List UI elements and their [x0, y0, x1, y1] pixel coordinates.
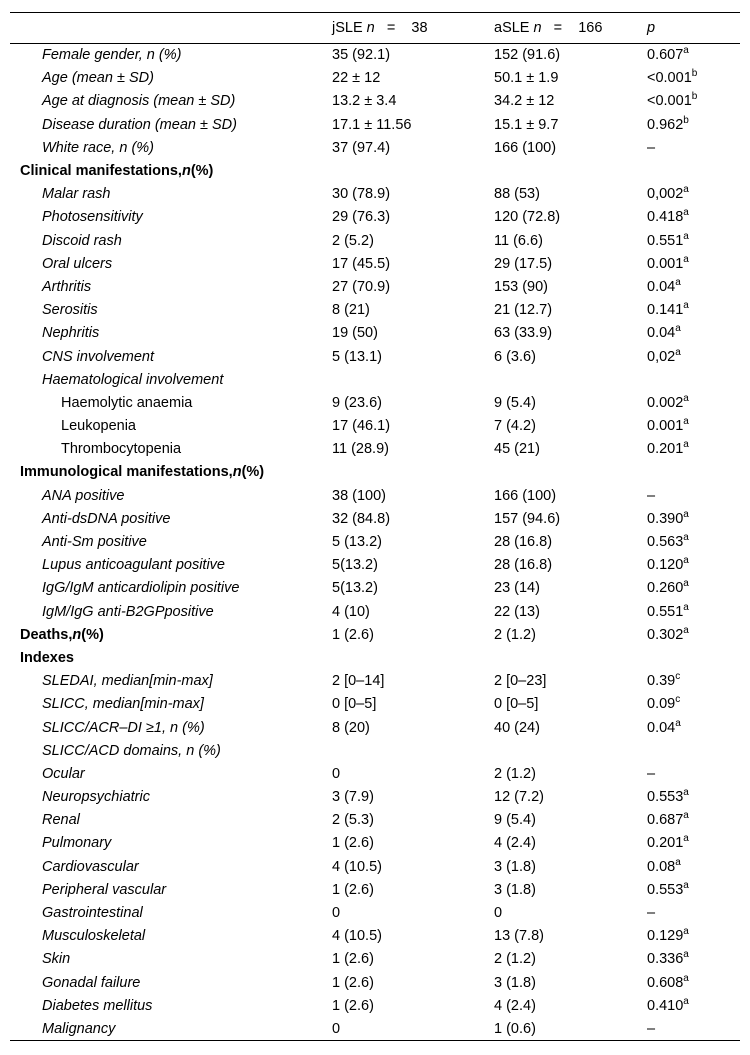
cell-p-value [642, 252, 740, 275]
p-footnote-marker: a [683, 207, 689, 219]
p-value: 0.002 [647, 394, 684, 411]
p-value: 0.687 [647, 812, 684, 829]
table-row [10, 693, 740, 716]
cell-p-value [642, 229, 740, 252]
p-footnote-marker: a [683, 949, 689, 961]
table-row [10, 299, 740, 322]
cell-asle: 166 (100) [494, 487, 557, 504]
cell-asle: 12 (7.2) [494, 789, 544, 806]
cell-p-value [642, 44, 740, 67]
table-row [10, 577, 740, 600]
cell-asle: 13 (7.8) [494, 928, 544, 945]
cell-p-value [642, 322, 740, 345]
section-heading: Indexes [20, 649, 74, 666]
table-row [10, 716, 740, 739]
p-value: 0.141 [647, 302, 684, 319]
table-row [10, 206, 740, 229]
cell-p-value [642, 484, 740, 507]
row-label: Disease duration (mean ± SD) [42, 116, 237, 133]
cell-jsle: 4 (10.5) [332, 928, 382, 945]
p-value: 0.553 [647, 881, 684, 898]
cell-p-value [642, 925, 740, 948]
cell-p-value [642, 461, 740, 484]
p-footnote-marker: c [675, 694, 681, 706]
cell-p-value [642, 600, 740, 623]
table-row [10, 994, 740, 1017]
row-label: Anti-dsDNA positive [42, 510, 171, 527]
row-label: Thrombocytopenia [61, 441, 182, 458]
cell-asle: 3 (1.8) [494, 858, 536, 875]
row-label: CNS involvement [42, 348, 155, 365]
p-value: 0.551 [647, 232, 684, 249]
cell-asle: 21 (12.7) [494, 302, 553, 319]
cell-jsle: 1 (2.6) [332, 997, 374, 1014]
table-row [10, 461, 740, 484]
cell-asle [489, 646, 642, 669]
cell-asle: 152 (91.6) [494, 47, 561, 64]
cell-jsle: 1 (2.6) [332, 626, 374, 643]
row-label: Cardiovascular [42, 858, 139, 875]
cell-asle: 3 (1.8) [494, 974, 536, 991]
p-value: 0.962 [647, 116, 684, 133]
comparison-table [10, 12, 740, 1041]
row-label: Ocular [42, 765, 85, 782]
table-row [10, 1017, 740, 1040]
row-label: Photosensitivity [42, 209, 143, 226]
cell-asle: 1 (0.6) [489, 1017, 642, 1040]
cell-asle: 28 (16.8) [494, 557, 553, 574]
cell-asle: 40 (24) [494, 719, 540, 736]
p-footnote-marker: b [691, 68, 698, 80]
p-footnote-marker: a [675, 856, 681, 868]
p-footnote-marker: a [683, 508, 689, 520]
cell-jsle: 2 (5.3) [332, 812, 374, 829]
table-row [10, 901, 740, 924]
cell-p-value [642, 299, 740, 322]
cell-jsle: 3 (7.9) [332, 789, 374, 806]
cell-jsle: 8 (20) [332, 719, 370, 736]
cell-p-value [642, 368, 740, 391]
cell-asle: 22 (13) [494, 603, 540, 620]
table-row [10, 623, 740, 646]
p-footnote-marker: a [683, 810, 689, 822]
table-row [10, 600, 740, 623]
p-footnote-marker: a [675, 323, 681, 335]
cell-asle: 2 [0–23] [494, 673, 547, 690]
table-row [10, 322, 740, 345]
p-value: 0.410 [647, 997, 684, 1014]
p-footnote-marker: a [683, 601, 689, 613]
p-value: 0.201 [647, 441, 684, 458]
row-label: Renal [42, 812, 80, 829]
cell-asle: 7 (4.2) [494, 418, 536, 435]
row-label: Leukopenia [61, 418, 136, 435]
cell-jsle [327, 368, 489, 391]
row-label: Haemolytic anaemia [61, 394, 193, 411]
cell-p-value [642, 878, 740, 901]
p-value: – [647, 1020, 656, 1037]
p-footnote-marker: a [683, 972, 689, 984]
cell-jsle: 4 (10) [332, 603, 370, 620]
section-heading: Deaths,n(%) [20, 626, 104, 643]
row-label: Arthritis [42, 278, 92, 295]
p-footnote-marker: a [683, 230, 689, 242]
cell-asle: 63 (33.9) [494, 325, 553, 342]
cell-asle: 4 (2.4) [494, 835, 536, 852]
row-label: Neuropsychiatric [42, 789, 150, 806]
cell-p-value [642, 1017, 740, 1040]
table-row [10, 855, 740, 878]
cell-jsle: 5 (13.1) [332, 348, 382, 365]
cell-p-value [642, 136, 740, 159]
cell-asle: 29 (17.5) [494, 255, 553, 272]
p-value: 0.08 [647, 858, 676, 875]
cell-p-value [642, 855, 740, 878]
cell-asle: 15.1 ± 9.7 [494, 116, 559, 133]
cell-asle: 6 (3.6) [494, 348, 536, 365]
table-row [10, 229, 740, 252]
cell-jsle: 1 (2.6) [332, 881, 374, 898]
p-value: 0.608 [647, 974, 684, 991]
p-footnote-marker: b [683, 114, 689, 126]
cell-jsle [327, 461, 489, 484]
table-row [10, 507, 740, 530]
cell-asle: 2 (1.2) [494, 626, 536, 643]
row-label: Serositis [42, 302, 98, 319]
cell-asle: 153 (90) [494, 278, 549, 295]
table-row [10, 646, 740, 669]
row-label: Age (mean ± SD) [42, 70, 154, 87]
cell-jsle: 22 ± 12 [332, 70, 381, 87]
cell-jsle [327, 739, 489, 762]
row-label: Nephritis [42, 325, 100, 342]
cell-jsle: 27 (70.9) [332, 278, 391, 295]
cell-p-value [642, 577, 740, 600]
p-value: – [647, 139, 656, 156]
cell-jsle: 5 (13.2) [332, 534, 382, 551]
p-value: 0.551 [647, 603, 684, 620]
cell-jsle: 17 (46.1) [332, 418, 391, 435]
row-label: Haematological involvement [42, 371, 224, 388]
header-label-cell [10, 13, 327, 44]
cell-asle: 166 (100) [494, 139, 557, 156]
cell-jsle: 2 [0–14] [332, 673, 385, 690]
row-label: IgM/IgG anti-B2GPpositive [42, 603, 214, 620]
cell-p-value [642, 415, 740, 438]
cell-jsle: 2 (5.2) [332, 232, 374, 249]
table-row [10, 971, 740, 994]
p-value: <0.001 [647, 93, 692, 110]
cell-jsle: 19 (50) [332, 325, 378, 342]
table-row [10, 136, 740, 159]
cell-asle: 28 (16.8) [494, 534, 553, 551]
cell-p-value [642, 971, 740, 994]
cell-p-value [642, 646, 740, 669]
table-row [10, 739, 740, 762]
p-value: 0.553 [647, 789, 684, 806]
p-value: 0.418 [647, 209, 684, 226]
table-row [10, 345, 740, 368]
cell-asle: 0 [494, 905, 503, 922]
p-footnote-marker: a [675, 276, 681, 288]
header-p: p [642, 13, 740, 44]
cell-p-value [642, 530, 740, 553]
cell-asle: 9 (5.4) [494, 394, 536, 411]
table-row [10, 809, 740, 832]
cell-asle: 4 (2.4) [494, 997, 536, 1014]
cell-p-value [642, 275, 740, 298]
row-label: Malar rash [42, 186, 111, 203]
cell-p-value [642, 786, 740, 809]
p-value: – [647, 765, 656, 782]
cell-asle: 0 [0–5] [494, 696, 539, 713]
table-row [10, 183, 740, 206]
p-value: <0.001 [647, 70, 692, 87]
row-label: Peripheral vascular [42, 881, 167, 898]
p-value: 0.001 [647, 418, 684, 435]
row-label: Female gender, n (%) [42, 47, 182, 64]
p-value: 0.563 [647, 534, 684, 551]
p-value: 0.04 [647, 278, 676, 295]
p-value: 0.04 [647, 719, 676, 736]
table-row [10, 948, 740, 971]
p-value: 0.04 [647, 325, 676, 342]
table-row [10, 762, 740, 785]
cell-p-value [642, 67, 740, 90]
row-label: IgG/IgM anticardiolipin positive [42, 580, 240, 597]
cell-asle: 157 (94.6) [494, 510, 561, 527]
header-asle: aSLE n = 166 [489, 13, 642, 44]
row-label: Diabetes mellitus [42, 997, 153, 1014]
p-footnote-marker: b [691, 91, 698, 103]
p-value: 0.39 [647, 673, 676, 690]
p-footnote-marker: a [683, 555, 689, 567]
row-label: ANA positive [42, 487, 125, 504]
p-value: 0.607 [647, 47, 684, 64]
cell-asle: 11 (6.6) [494, 232, 543, 249]
cell-jsle [327, 159, 489, 182]
cell-p-value [642, 438, 740, 461]
p-footnote-marker: a [683, 253, 689, 265]
p-value: 0.201 [647, 835, 684, 852]
cell-asle: 9 (5.4) [494, 812, 536, 829]
row-label: Gonadal failure [42, 974, 141, 991]
cell-jsle: 4 (10.5) [332, 858, 382, 875]
row-label: Malignancy [10, 1017, 327, 1040]
cell-p-value [642, 832, 740, 855]
cell-p-value [642, 623, 740, 646]
cell-asle: 45 (21) [494, 441, 540, 458]
cell-jsle: 8 (21) [332, 302, 370, 319]
table-row [10, 670, 740, 693]
cell-p-value [642, 994, 740, 1017]
cell-jsle: 11 (28.9) [332, 441, 389, 458]
cell-jsle: 17 (45.5) [332, 255, 391, 272]
table-row [10, 113, 740, 136]
p-footnote-marker: a [683, 392, 689, 404]
cell-p-value [642, 716, 740, 739]
cell-p-value [642, 693, 740, 716]
table-row [10, 415, 740, 438]
cell-jsle [327, 646, 489, 669]
p-footnote-marker: a [683, 45, 689, 57]
table-row [10, 44, 740, 67]
cell-p-value [642, 183, 740, 206]
cell-jsle: 38 (100) [332, 487, 387, 504]
row-label: SLICC/ACR–DI ≥1, n (%) [42, 719, 205, 736]
table-row [10, 878, 740, 901]
cell-jsle: 30 (78.9) [332, 186, 391, 203]
p-value: 0,02 [647, 348, 676, 365]
p-footnote-marker: a [675, 717, 681, 729]
section-heading: Immunological manifestations,n(%) [20, 464, 265, 481]
cell-jsle: 35 (92.1) [332, 47, 391, 64]
cell-jsle: 29 (76.3) [332, 209, 391, 226]
cell-p-value [642, 206, 740, 229]
cell-jsle: 32 (84.8) [332, 510, 391, 527]
cell-asle: 34.2 ± 12 [494, 93, 555, 110]
table-row [10, 484, 740, 507]
row-label: SLEDAI, median[min-max] [42, 673, 213, 690]
cell-asle: 88 (53) [494, 186, 540, 203]
cell-asle: 50.1 ± 1.9 [494, 70, 559, 87]
table-container [10, 12, 740, 1041]
cell-p-value [642, 159, 740, 182]
header-row [10, 13, 740, 44]
table-row [10, 554, 740, 577]
cell-p-value [642, 554, 740, 577]
row-label: White race, n (%) [42, 139, 154, 156]
table-body [10, 44, 740, 1041]
table-row [10, 159, 740, 182]
p-footnote-marker: a [683, 300, 689, 312]
table-row [10, 275, 740, 298]
p-footnote-marker: a [683, 833, 689, 845]
cell-asle: 3 (1.8) [494, 881, 536, 898]
p-footnote-marker: a [683, 439, 689, 451]
p-footnote-marker: a [683, 995, 689, 1007]
row-label: SLICC, median[min-max] [42, 696, 204, 713]
cell-jsle: 37 (97.4) [332, 139, 391, 156]
row-label: Musculoskeletal [42, 928, 146, 945]
cell-p-value [642, 670, 740, 693]
cell-p-value [642, 901, 740, 924]
cell-asle [489, 739, 642, 762]
row-label: Discoid rash [42, 232, 122, 249]
table-row [10, 925, 740, 948]
p-footnote-marker: a [683, 787, 689, 799]
cell-jsle: 0 [332, 765, 341, 782]
table-row [10, 368, 740, 391]
row-label: Lupus anticoagulant positive [42, 557, 225, 574]
p-value: 0.302 [647, 626, 684, 643]
cell-jsle: 9 (23.6) [332, 394, 382, 411]
row-label: Anti-Sm positive [42, 534, 147, 551]
p-value: – [647, 905, 656, 922]
table-row [10, 252, 740, 275]
cell-asle: 23 (14) [494, 580, 540, 597]
cell-p-value [642, 391, 740, 414]
p-footnote-marker: a [683, 578, 689, 590]
cell-jsle: 1 (2.6) [332, 835, 374, 852]
p-footnote-marker: c [675, 671, 681, 683]
cell-asle: 2 (1.2) [494, 765, 536, 782]
cell-jsle: 0 [0–5] [332, 696, 377, 713]
p-footnote-marker: a [683, 416, 689, 428]
cell-asle [489, 368, 642, 391]
p-value: 0.390 [647, 510, 684, 527]
cell-asle: 2 (1.2) [494, 951, 536, 968]
table-row [10, 438, 740, 461]
table-row [10, 90, 740, 113]
p-value: 0.001 [647, 255, 684, 272]
row-label: Age at diagnosis (mean ± SD) [42, 93, 236, 110]
p-footnote-marker: a [683, 624, 689, 636]
p-value: 0.09 [647, 696, 676, 713]
cell-p-value [642, 507, 740, 530]
header-jsle: jSLE n = 38 [327, 13, 489, 44]
p-footnote-marker: a [683, 926, 689, 938]
p-value: 0,002 [647, 186, 684, 203]
cell-jsle: 17.1 ± 11.56 [332, 116, 412, 133]
p-value: 0.336 [647, 951, 684, 968]
cell-p-value [642, 948, 740, 971]
cell-p-value [642, 90, 740, 113]
row-label: Gastrointestinal [42, 905, 143, 922]
p-footnote-marker: a [675, 346, 681, 358]
cell-jsle: 0 [327, 1017, 489, 1040]
table-row [10, 786, 740, 809]
row-label: Pulmonary [42, 835, 112, 852]
cell-jsle: 13.2 ± 3.4 [332, 93, 397, 110]
table-row [10, 67, 740, 90]
cell-jsle: 5(13.2) [332, 580, 378, 597]
row-label: Oral ulcers [42, 255, 113, 272]
p-value: – [647, 487, 656, 504]
p-footnote-marker: a [683, 184, 689, 196]
cell-p-value [642, 345, 740, 368]
cell-jsle: 0 [332, 905, 341, 922]
row-label: Skin [42, 951, 71, 968]
table-row [10, 832, 740, 855]
cell-asle: 120 (72.8) [494, 209, 561, 226]
cell-p-value [642, 762, 740, 785]
p-value: 0.260 [647, 580, 684, 597]
section-heading: Clinical manifestations,n(%) [20, 163, 214, 180]
table-row [10, 391, 740, 414]
row-label: SLICC/ACD domains, n (%) [42, 742, 221, 759]
cell-p-value [642, 809, 740, 832]
cell-asle [489, 159, 642, 182]
cell-jsle: 1 (2.6) [332, 951, 374, 968]
cell-p-value [642, 739, 740, 762]
p-value: 0.120 [647, 557, 684, 574]
p-footnote-marker: a [683, 879, 689, 891]
cell-jsle: 5(13.2) [332, 557, 378, 574]
p-footnote-marker: a [683, 532, 689, 544]
p-value: 0.129 [647, 928, 684, 945]
cell-p-value [642, 113, 740, 136]
table-row [10, 530, 740, 553]
cell-jsle: 1 (2.6) [332, 974, 374, 991]
cell-asle [489, 461, 642, 484]
